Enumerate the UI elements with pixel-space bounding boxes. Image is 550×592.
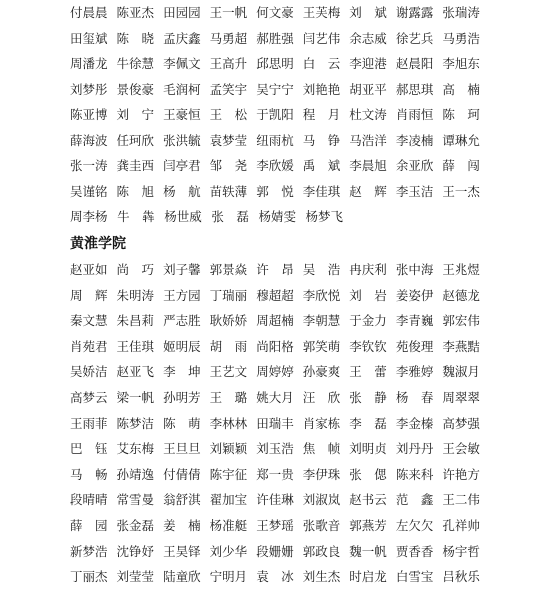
- person-name: 王会敏: [442, 441, 480, 457]
- person-name: 刘颖颖: [209, 441, 248, 457]
- person-name: 秦文慧: [70, 313, 108, 329]
- person-name: 肖家栋: [302, 415, 341, 431]
- person-name: 赵亚飞: [116, 364, 155, 380]
- person-name: 周李杨: [70, 209, 108, 224]
- person-name: 陈 旭: [116, 183, 155, 199]
- person-name: 孙明芳: [163, 390, 201, 405]
- person-name: 陈 珂: [442, 107, 480, 122]
- person-name: 李佩文: [163, 56, 201, 71]
- person-name: 王佳琪: [116, 338, 155, 354]
- person-name: 谭琳允: [442, 132, 480, 148]
- person-name: 李晨旭: [349, 158, 387, 173]
- name-row: [70, 52, 480, 76]
- person-name: 汪 欣: [302, 390, 341, 405]
- person-name: 尚 巧: [116, 262, 155, 277]
- person-name: 王方园: [163, 287, 201, 303]
- person-name: 沈铮妤: [116, 543, 155, 559]
- person-name: 任珂欣: [116, 132, 155, 148]
- person-name: 张中海: [395, 262, 434, 277]
- person-name: 尚阳格: [256, 338, 294, 354]
- person-name: 李燕黠: [442, 338, 480, 354]
- person-name: 李 坤: [163, 364, 201, 380]
- person-name: 张 磊: [211, 209, 249, 224]
- person-name: 周翠翠: [442, 390, 480, 405]
- name-row: [70, 258, 480, 282]
- person-name: 薛 闯: [442, 158, 480, 173]
- person-name: 孙靖逸: [116, 466, 155, 482]
- person-name: 陈 萌: [163, 415, 201, 431]
- person-name: 刘 岩: [349, 287, 387, 303]
- person-name: 杨 春: [395, 390, 434, 405]
- name-row: [70, 129, 480, 153]
- person-name: 胡 雨: [209, 338, 248, 354]
- person-name: 薛海波: [70, 132, 108, 148]
- person-name: 郭笑萌: [302, 338, 341, 354]
- person-name: 王一帆: [209, 5, 248, 20]
- person-name: 郭燕芳: [349, 518, 387, 533]
- person-name: 余亚欣: [395, 158, 434, 173]
- person-name: 刘 宁: [116, 107, 155, 122]
- person-name: 郭政良: [302, 543, 341, 559]
- person-name: 杨婧雯: [258, 209, 296, 224]
- person-name: 纽雨杭: [256, 132, 294, 148]
- person-name: 白 云: [302, 56, 341, 71]
- person-name: 赵亚如: [70, 262, 108, 277]
- person-name: 马 畅: [70, 466, 108, 482]
- person-name: 袁 冰: [256, 569, 294, 585]
- name-row: [70, 284, 480, 308]
- name-row: [70, 335, 480, 359]
- person-name: 孟笑宇: [209, 81, 248, 97]
- person-name: 新梦浩: [70, 543, 108, 559]
- person-name: 闫亭君: [163, 158, 201, 173]
- person-name: 李雅婷: [395, 364, 434, 380]
- person-name: 张金磊: [116, 518, 155, 533]
- person-name: 陈来科: [395, 466, 434, 482]
- person-name: 吴 浩: [302, 262, 341, 277]
- person-name: 张瑞涛: [442, 5, 480, 20]
- person-name: 王 松: [209, 107, 248, 122]
- name-row: [70, 437, 480, 461]
- person-name: 常雪曼: [116, 492, 155, 508]
- person-name: 王高升: [209, 56, 248, 71]
- person-name: 李欣媛: [256, 158, 294, 173]
- person-name: 李钦钦: [349, 338, 387, 354]
- person-name: 杨梦飞: [305, 209, 344, 224]
- person-name: 邱思明: [256, 56, 294, 71]
- person-name: 左欠欠: [395, 518, 434, 533]
- person-name: 翁舒淇: [163, 492, 201, 508]
- person-name: 付晨晨: [70, 5, 108, 20]
- person-name: 余志威: [349, 30, 387, 46]
- person-name: 王 璐: [209, 390, 248, 405]
- name-row: [70, 78, 480, 102]
- person-name: 禹 斌: [302, 158, 341, 173]
- person-name: 刘 斌: [349, 5, 387, 20]
- person-name: 田瑞丰: [256, 415, 294, 431]
- person-name: 姬明辰: [163, 338, 201, 354]
- person-name: 田园园: [163, 5, 201, 20]
- person-name: 陈宇征: [209, 466, 248, 482]
- name-row: [70, 1, 480, 25]
- person-name: 杨准艇: [209, 518, 248, 533]
- person-name: 白雪宝: [395, 569, 434, 585]
- person-name: 陈梦洁: [116, 415, 155, 431]
- person-name: 郭 悦: [256, 183, 294, 199]
- person-name: 冉庆利: [349, 262, 387, 277]
- person-name: 范 鑫: [395, 492, 434, 508]
- person-name: 刘淑岚: [302, 492, 341, 508]
- name-row: [70, 463, 480, 487]
- person-name: 田玺斌: [70, 30, 108, 46]
- person-name: 耿娇娇: [209, 313, 248, 329]
- person-name: 孙豪爽: [302, 364, 341, 380]
- person-name: 徐艺兵: [395, 30, 434, 46]
- person-name: 李伊珠: [302, 466, 341, 482]
- person-name: 牛徐慧: [116, 56, 155, 71]
- person-name: 王豪恒: [163, 107, 201, 122]
- section-heading-huanghuai: 黄淮学院: [70, 236, 126, 252]
- person-name: 谢露露: [395, 5, 434, 20]
- person-name: 郭景焱: [209, 262, 248, 277]
- person-name: 王二伟: [442, 492, 480, 508]
- person-name: 周 辉: [70, 287, 108, 303]
- person-name: 程 月: [302, 107, 341, 122]
- name-row: [70, 565, 480, 589]
- name-row: [70, 180, 480, 204]
- person-name: 于凯阳: [256, 107, 294, 122]
- person-name: 李旭东: [442, 56, 480, 71]
- person-name: 邹 尧: [209, 158, 248, 173]
- person-name: 郭宏伟: [442, 313, 480, 329]
- name-row: [70, 540, 480, 564]
- person-name: 时启龙: [349, 569, 387, 585]
- person-name: 吴宁宁: [256, 81, 294, 97]
- person-name: 毛润柯: [163, 81, 201, 97]
- person-name: 艾东梅: [116, 441, 155, 457]
- name-row: [70, 386, 480, 410]
- person-name: 张 静: [349, 390, 387, 405]
- person-name: 杨 航: [163, 183, 201, 199]
- person-name: 于金力: [349, 313, 387, 329]
- person-name: 宁明月: [209, 569, 248, 585]
- person-name: 王一杰: [442, 183, 480, 199]
- person-name: 李林林: [209, 415, 248, 431]
- person-name: 周潘龙: [70, 56, 108, 71]
- person-name: 贾香香: [395, 543, 434, 559]
- person-name: 高梦云: [70, 390, 108, 405]
- person-name: 苗轶薄: [209, 183, 248, 199]
- person-name: 吴谨铭: [70, 183, 108, 199]
- name-row: [70, 205, 480, 229]
- person-name: 牛 犇: [117, 209, 155, 224]
- person-name: 姜姿伊: [395, 287, 434, 303]
- person-name: 张 偲: [349, 466, 387, 482]
- name-row: [70, 360, 480, 384]
- person-name: 王雨菲: [70, 415, 108, 431]
- name-row: [70, 27, 480, 51]
- person-name: 李青巍: [395, 313, 434, 329]
- person-name: 王梦瑶: [256, 518, 294, 533]
- person-name: 王昊铎: [163, 543, 201, 559]
- person-name: 魏淑月: [442, 364, 480, 380]
- person-name: 王旦旦: [163, 441, 201, 457]
- person-name: 焦 帧: [302, 441, 341, 457]
- person-name: 马勇超: [209, 30, 248, 46]
- person-name: 丁瑞丽: [209, 287, 248, 303]
- person-name: 陆童欣: [163, 569, 201, 585]
- person-name: 丁丽杰: [70, 569, 108, 585]
- person-name: 马 铮: [302, 132, 341, 148]
- person-name: 王 蕾: [349, 364, 387, 380]
- person-name: 李玉洁: [395, 183, 434, 199]
- person-name: 刘明贞: [349, 441, 387, 457]
- person-name: 刘艳艳: [302, 81, 341, 97]
- person-name: 王兆煜: [442, 262, 480, 277]
- person-name: 高梦强: [442, 415, 480, 431]
- person-name: 肖雨恒: [395, 107, 434, 122]
- person-name: 吴娇洁: [70, 364, 108, 380]
- person-name: 赵 辉: [349, 183, 387, 199]
- person-name: 周婷婷: [256, 364, 294, 380]
- person-name: 刘玉浩: [256, 441, 294, 457]
- person-name: 赵德龙: [442, 287, 480, 303]
- person-name: 严志胜: [163, 313, 201, 329]
- person-name: 段晴晴: [70, 492, 108, 508]
- person-name: 陈 晓: [116, 30, 155, 46]
- person-name: 苑俊理: [395, 338, 434, 354]
- person-name: 龚圭西: [116, 158, 155, 173]
- person-name: 刘子馨: [163, 262, 201, 277]
- person-name: 郝胜强: [256, 30, 294, 46]
- person-name: 杨宇哲: [442, 543, 480, 559]
- person-name: 郝思琪: [395, 81, 434, 97]
- person-name: 许佳琳: [256, 492, 294, 508]
- person-name: 李朝慧: [302, 313, 341, 329]
- person-name: 马勇浩: [442, 30, 480, 46]
- person-name: 段姗姗: [256, 543, 294, 559]
- person-name: 付倩倩: [163, 466, 201, 482]
- person-name: 陈亚杰: [116, 5, 155, 20]
- person-name: 周超楠: [256, 313, 294, 329]
- person-name: 王芙梅: [302, 5, 341, 20]
- name-row: [70, 514, 480, 538]
- person-name: 刘丹丹: [395, 441, 434, 457]
- person-name: 高 楠: [442, 81, 480, 97]
- person-name: 李迎港: [349, 56, 387, 71]
- person-name: 薛 园: [70, 518, 108, 533]
- person-name: 何文豪: [256, 5, 294, 20]
- person-name: 胡亚平: [349, 81, 387, 97]
- person-name: 朱昌莉: [116, 313, 155, 329]
- person-name: 魏一帆: [349, 543, 387, 559]
- person-name: 闫艺伟: [302, 30, 341, 46]
- person-name: 刘梦彤: [70, 81, 108, 97]
- person-name: 姜 楠: [163, 518, 201, 533]
- person-name: 杨世威: [164, 209, 202, 224]
- person-name: 李 磊: [349, 415, 387, 431]
- person-name: 张洪毓: [163, 132, 201, 148]
- name-row: [70, 103, 480, 127]
- person-name: 袁梦莹: [209, 132, 248, 148]
- person-name: 赵晨阳: [395, 56, 434, 71]
- person-name: 王艺文: [209, 364, 248, 380]
- person-name: 翟加宝: [209, 492, 248, 508]
- person-name: 穆超超: [256, 287, 294, 303]
- person-name: 巴 钰: [70, 441, 108, 457]
- name-row: [70, 488, 480, 512]
- person-name: 李金榛: [395, 415, 434, 431]
- person-name: 景俊豪: [116, 81, 155, 97]
- person-name: 赵书云: [349, 492, 387, 508]
- person-name: 李凌楠: [395, 132, 434, 148]
- person-name: 马浩洋: [349, 132, 387, 148]
- name-row: [70, 412, 480, 436]
- name-row: [70, 309, 480, 333]
- person-name: 张歌音: [302, 518, 341, 533]
- person-name: 许艳方: [442, 466, 480, 482]
- person-name: 刘少华: [209, 543, 248, 559]
- person-name: 李佳琪: [302, 183, 341, 199]
- person-name: 姚大月: [256, 390, 294, 405]
- person-name: 郑一贵: [256, 466, 294, 482]
- person-name: 许 昂: [256, 262, 294, 277]
- person-name: 李欣悦: [302, 287, 341, 303]
- person-name: 张一涛: [70, 158, 108, 173]
- person-name: 肖苑君: [70, 338, 108, 354]
- name-row: [70, 154, 480, 178]
- person-name: 刘生杰: [302, 569, 341, 585]
- person-name: 孟庆鑫: [163, 30, 201, 46]
- person-name: 杜文涛: [349, 107, 387, 122]
- person-name: 陈亚博: [70, 107, 108, 122]
- person-name: 梁一帆: [116, 390, 155, 405]
- person-name: 刘莹莹: [116, 569, 155, 585]
- person-name: 孔祥帅: [442, 518, 480, 533]
- person-name: 朱明涛: [116, 287, 155, 303]
- person-name: 吕秋乐: [442, 569, 480, 585]
